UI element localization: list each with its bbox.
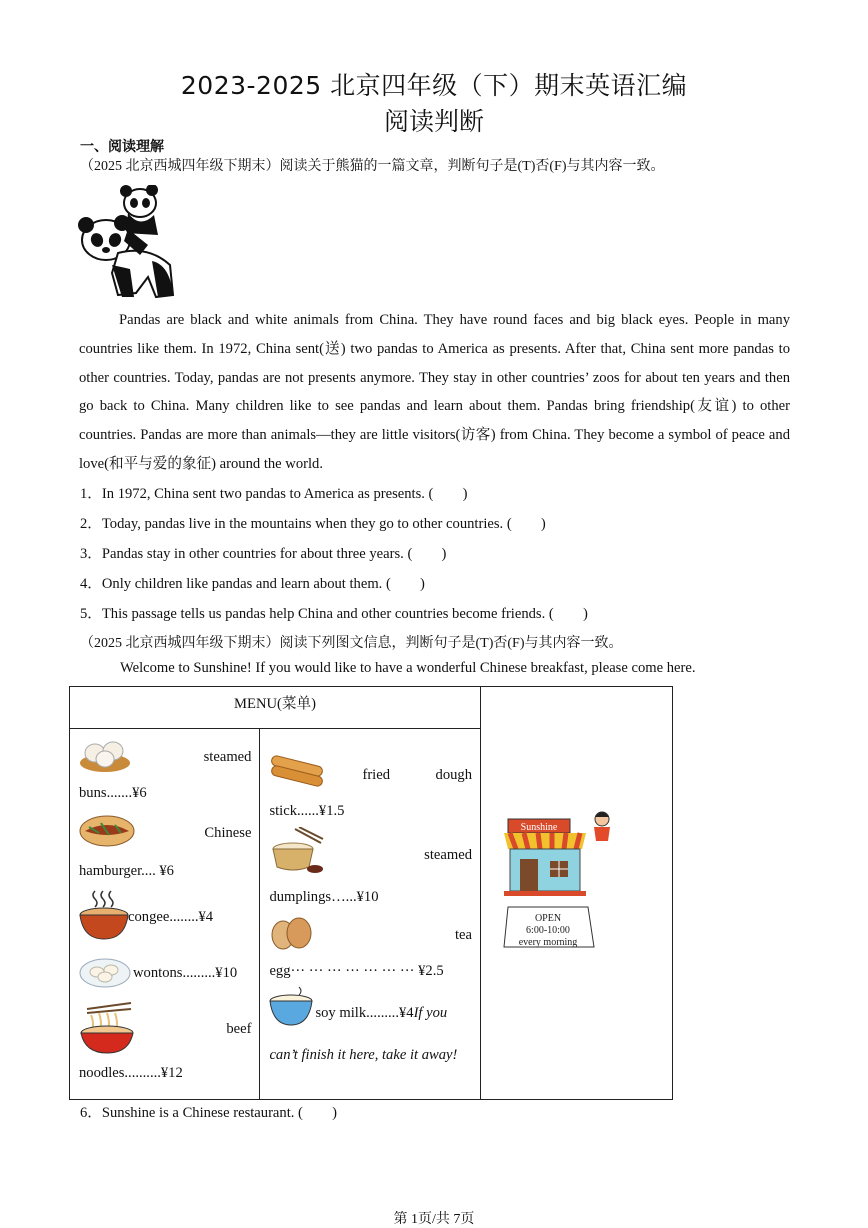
shop-sign-text: Sunshine bbox=[520, 822, 558, 833]
board-line-3: every morning bbox=[518, 937, 578, 948]
item-steamed-dumplings-a: steamed bbox=[424, 847, 472, 863]
item-chinese-hamburger-b: hamburger.... ¥6 bbox=[79, 863, 174, 879]
item-wontons: wontons.........¥10 bbox=[133, 965, 238, 981]
tea-egg-icon bbox=[269, 913, 315, 953]
menu-left-cell bbox=[70, 729, 260, 1100]
item-tea-egg-b: egg··· ··· ··· ··· ··· ··· ··· ¥2.5 bbox=[269, 963, 444, 979]
chinese-hamburger-icon bbox=[79, 813, 135, 849]
congee-icon bbox=[79, 889, 129, 941]
item-fried-a2: dough bbox=[435, 767, 472, 783]
beef-noodles-icon bbox=[79, 1001, 135, 1055]
steamed-dumplings-icon bbox=[269, 827, 325, 877]
question-3: 3．Pandas stay in other countries for about three years. ( ) bbox=[80, 546, 447, 562]
item-fried-a1: fried bbox=[362, 767, 391, 783]
question-2: 2．Today, pandas live in the mountains when they go to other countries. ( ) bbox=[80, 516, 546, 532]
question-4: 4．Only children like pandas and learn about them. ( ) bbox=[80, 576, 425, 592]
shop-cell bbox=[481, 687, 673, 1100]
item-steamed-buns-b: buns.......¥6 bbox=[79, 785, 147, 801]
soy-milk-icon bbox=[269, 985, 315, 1027]
page-footer: 第 1页/共 7页 bbox=[393, 1212, 475, 1227]
passage-text: Pandas are black and white animals from China. They have round faces and big black eyes. People in many countries like them. In 1972, China sent(送) two pandas to America as presents. After that, China sent more pandas to other countries. Today, pandas are not presents anymore. They stay in other countries’ zoos for about ten years and then go back to China. Many children like to see pandas and learn about them. Pandas bring friendship(友谊) to other countries. Pandas are more than animals—they are little visitors(访客) from China. They become a symbol of peace and love(和平与爱的象征) around the world. bbox=[79, 312, 790, 472]
welcome-line: Welcome to Sunshine! If you would like to have a wonderful Chinese breakfast, please come here. bbox=[120, 660, 696, 676]
board-line-2: 6:00-10:00 bbox=[526, 925, 570, 936]
item-tea-egg-a: tea bbox=[454, 927, 472, 943]
instruction-panda: （2025 北京西城四年级下期末）阅读关于熊猫的一篇文章，判断句子是(T)否(F)与其内容一致。 bbox=[80, 159, 665, 174]
item-congee: congee........¥4 bbox=[128, 909, 214, 925]
shop-illustration bbox=[496, 807, 611, 967]
question-5: 5．This passage tells us pandas help China and other countries become friends. ( ) bbox=[80, 606, 588, 622]
menu-header-cell bbox=[70, 687, 481, 729]
instruction-menu: （2025 北京西城四年级下期末）阅读下列图文信息，判断句子是(T)否(F)与其内容一致。 bbox=[80, 636, 623, 651]
item-fried-b: stick......¥1.5 bbox=[269, 803, 345, 819]
steamed-buns-icon bbox=[79, 737, 131, 773]
item-beef-noodles-a: beef bbox=[226, 1021, 252, 1037]
section-heading: 一、阅读理解 bbox=[80, 139, 164, 155]
menu-table bbox=[69, 686, 673, 1100]
page-subtitle: 阅读判断 bbox=[383, 107, 484, 136]
item-soy-milk-line bbox=[315, 1005, 447, 1022]
page-title: 2023-2025 北京四年级（下）期末英语汇编 bbox=[180, 71, 688, 100]
fried-dough-stick-icon bbox=[269, 755, 325, 791]
item-soy-milk-italic: If you bbox=[413, 1005, 448, 1021]
item-steamed-dumplings-b: dumplings…...¥10 bbox=[269, 889, 379, 905]
menu-right-cell bbox=[260, 729, 481, 1100]
item-chinese-hamburger-a: Chinese bbox=[204, 825, 252, 841]
menu-title: MENU(菜单) bbox=[234, 696, 316, 712]
item-beef-noodles-b: noodles..........¥12 bbox=[79, 1065, 183, 1081]
item-soy-milk-b: can’t finish it here, take it away! bbox=[269, 1047, 458, 1063]
question-6: 6．Sunshine is a Chinese restaurant. ( ) bbox=[80, 1105, 337, 1121]
question-1: 1．In 1972, China sent two pandas to America as presents. ( ) bbox=[80, 486, 468, 502]
wontons-icon bbox=[79, 955, 131, 991]
item-steamed-buns-a: steamed bbox=[203, 749, 252, 765]
board-line-1: OPEN bbox=[534, 913, 562, 924]
panda-illustration bbox=[78, 185, 178, 300]
item-soy-milk-a: soy milk.........¥4 bbox=[315, 1005, 414, 1021]
